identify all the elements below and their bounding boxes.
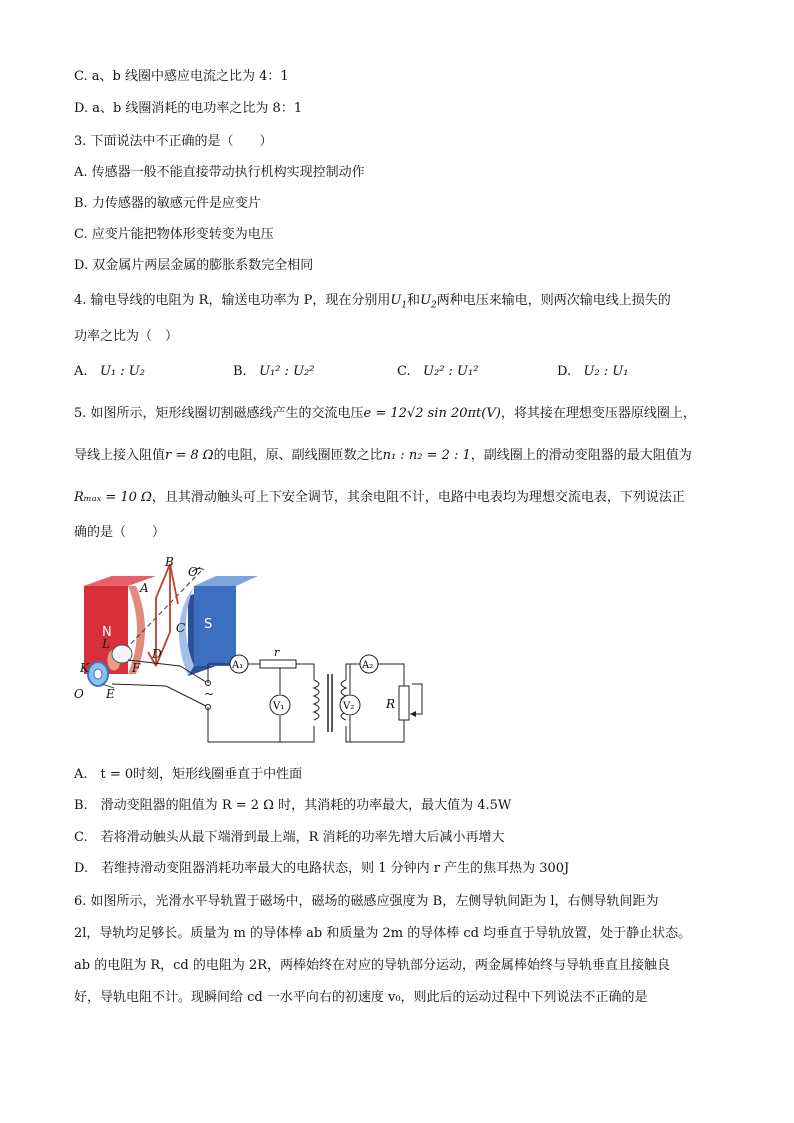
q5-option-a: A. t = 0时刻，矩形线圈垂直于中性面 <box>74 767 303 782</box>
transformer-primary <box>314 680 319 720</box>
q6-stem-line4: 好，导轨电阻不计。现瞬间给 cd 一水平向右的初速度 v₀，则此后的运动过程中下列说法不正确的是 <box>74 990 648 1005</box>
q5-option-c: C. 若将滑动触头从最下端滑到最上端，R 消耗的功率先增大后减小再增大 <box>74 830 505 845</box>
q3-option-a: A. 传感器一般不能直接带动执行机构实现控制动作 <box>74 165 365 180</box>
label-r-big: R <box>386 697 396 711</box>
ac-source-symbol: ~ <box>204 687 215 701</box>
q6-stem-line2: 2l，导轨均足够长。质量为 m 的导体棒 ab 和质量为 2m 的导体棒 cd 均垂直于导轨放置，处于静止状态。 <box>74 926 692 941</box>
q4-option-d: D. U₂ : U₁ <box>557 364 629 379</box>
q5-option-b: B. 滑动变阻器的阻值为 R = 2 Ω 时，其消耗的功率最大，最大值为 4.5W <box>74 798 512 813</box>
label-l: L <box>102 637 110 651</box>
q5-option-d: D. 若维持滑动变阻器消耗功率最大的电路状态，则 1 分钟内 r 产生的焦耳热为 300J <box>74 861 570 876</box>
resistor-r <box>260 660 296 668</box>
svg-text:V₂: V₂ <box>343 701 355 712</box>
label-r-small: r <box>274 646 280 659</box>
q3-option-c: C. 应变片能把物体形变转变为电压 <box>74 227 274 242</box>
label-a: A <box>140 581 149 595</box>
label-c: C <box>176 621 186 635</box>
q3-stem: 3. 下面说法中不正确的是（ ） <box>74 134 273 149</box>
q6-stem-line3: ab 的电阻为 R，cd 的电阻为 2R，两棒始终在对应的导轨部分运动，两金属棒始终与导轨垂直且接触良 <box>74 958 671 973</box>
q2-option-d: D. a、b 线圈消耗的电功率之比为 8：1 <box>74 101 303 116</box>
q6-stem-line1: 6. 如图所示，光滑水平导轨置于磁场中，磁场的磁感应强度为 B，左侧导轨间距为 l，右侧导轨间距为 <box>74 894 659 909</box>
q3-option-b: B. 力传感器的敏感元件是应变片 <box>74 196 261 211</box>
label-s: S <box>204 617 213 632</box>
q4-option-c: C. U₂² : U₁² <box>397 364 479 379</box>
generator-transformer-figure <box>70 556 450 748</box>
label-d: D <box>152 647 162 661</box>
q2-option-c: C. a、b 线圈中感应电流之比为 4：1 <box>74 69 289 84</box>
brush-wire-e <box>112 684 206 706</box>
label-e: E <box>106 687 115 701</box>
label-b: B <box>165 556 174 569</box>
label-o-prime: O′ <box>188 565 201 579</box>
label-k: K <box>80 661 89 675</box>
svg-text:V₁: V₁ <box>273 701 285 712</box>
svg-text:A₁: A₁ <box>232 660 244 671</box>
q4-stem-line1: 4. 输电导线的电阻为 R，输送电功率为 P，现在分别用$U_1$和$U_2$两种电压来输电，则两次输电线上损失的 <box>74 293 671 311</box>
q4-option-a: A. U₁ : U₂ <box>74 364 145 379</box>
svg-text:A₂: A₂ <box>362 660 374 671</box>
q5-stem-line3: Rₘₐₓ = 10 Ω，且其滑动触头可上下安全调节，其余电阻不计，电路中电表均为理想交流电表，下列说法正 <box>74 490 685 505</box>
q3-option-d: D. 双金属片两层金属的膨胀系数完全相同 <box>74 258 314 273</box>
label-f: F <box>132 661 141 675</box>
q4-stem-line2: 功率之比为（ ） <box>74 329 179 344</box>
q5-stem-line1: 5. 如图所示，矩形线圈切割磁感线产生的交流电压e = 12√2 sin 20πt(V)，将其接在理想变压器原线圈上， <box>74 406 696 421</box>
label-n: N <box>102 625 112 640</box>
label-o: O <box>74 687 84 701</box>
q5-stem-line2: 导线上接入阻值r = 8 Ω的电阻，原、副线圈匝数之比n₁ : n₂ = 2 : 1，副线圈上的滑动变阻器的最大阻值为 <box>74 448 692 463</box>
q4-option-b: B. U₁² : U₂² <box>233 364 315 379</box>
q5-stem-line4: 确的是（ ） <box>74 525 166 540</box>
rheostat-r <box>399 686 409 720</box>
